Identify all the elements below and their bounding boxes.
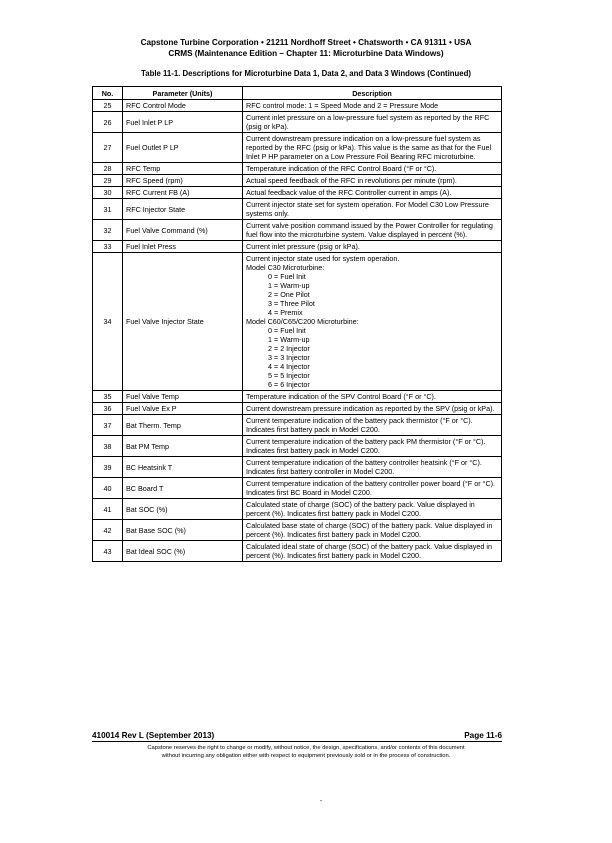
description-line: Current temperature indication of the battery pack thermistor (°F or °C). Indicates first battery pack in Model C200. (246, 416, 473, 434)
injector-state-item: 2 = One Pilot (268, 290, 310, 299)
injector-state-item: 0 = Fuel Init (268, 272, 306, 281)
scan-speck (320, 800, 322, 801)
row-description (243, 187, 502, 199)
row-parameter: Fuel Inlet Press (123, 241, 243, 253)
description-line: Temperature indication of the SPV Control Board (°F or °C). (246, 392, 436, 401)
row-number: 39 (93, 457, 123, 478)
table-row (93, 241, 502, 253)
row-number: 25 (93, 100, 123, 112)
table-title: Table 11-1. Descriptions for Microturbine Data 1, Data 2, and Data 3 Windows (Continued) (141, 69, 471, 78)
injector-state-item: 4 = Premix (268, 308, 303, 317)
descriptions-table (92, 86, 502, 562)
header-chapter: CRMS (Maintenance Edition – Chapter 11: Microturbine Data Windows) (168, 49, 444, 58)
footer-divider (92, 741, 502, 742)
row-description (243, 133, 502, 163)
injector-state-item: 3 = Three Pilot (268, 299, 315, 308)
table-row (93, 199, 502, 220)
table-row (93, 391, 502, 403)
row-description (243, 520, 502, 541)
row-description (243, 478, 502, 499)
table-body (93, 100, 502, 562)
description-line: Actual feedback value of the RFC Controller current in amps (A). (246, 188, 452, 197)
table-row (93, 403, 502, 415)
row-parameter: Bat Ideal SOC (%) (123, 541, 243, 562)
row-parameter: RFC Current FB (A) (123, 187, 243, 199)
row-description (243, 499, 502, 520)
injector-state-item: 5 = 5 Injector (268, 371, 310, 380)
description-line: Actual speed feedback of the RFC in revolutions per minute (rpm). (246, 176, 457, 185)
row-parameter: BC Board T (123, 478, 243, 499)
table-row (93, 541, 502, 562)
description-line: Current temperature indication of the battery controller heatsink (°F or °C). Indicates first battery controller in Model C200. (246, 458, 482, 476)
description-line: Current injector state used for system operation. (246, 254, 400, 263)
table-row (93, 499, 502, 520)
description-line: Current injector state set for system operation. For Model C30 Low Pressure systems only. (246, 200, 489, 218)
table-header-row (93, 87, 502, 100)
row-number: 40 (93, 478, 123, 499)
row-parameter: Bat Base SOC (%) (123, 520, 243, 541)
row-description (243, 163, 502, 175)
table-row (93, 175, 502, 187)
injector-state-item: 2 = 2 Injector (268, 344, 310, 353)
row-description (243, 457, 502, 478)
header-address: Capstone Turbine Corporation • 21211 Nordhoff Street • Chatsworth • CA 91311 • USA (140, 38, 472, 47)
row-parameter: Fuel Valve Temp (123, 391, 243, 403)
row-description (243, 253, 502, 391)
table-row (93, 187, 502, 199)
row-parameter: Bat Therm. Temp (123, 415, 243, 436)
row-description (243, 112, 502, 133)
description-line: Current inlet pressure (psig or kPa). (246, 242, 360, 251)
description-line: Calculated ideal state of charge (SOC) of the battery pack. Value displayed in percent (%). Indicates first battery pack in Model C200. (246, 542, 492, 560)
description-line: Current downstream pressure indication on a low-pressure fuel system as reported by the RFC (psig or kPa). This value is the same as that for the Fuel Inlet P HP parameter on a Low Pressure Foil Bearing RFC microturbine. (246, 134, 492, 161)
row-parameter: Fuel Valve Ex P (123, 403, 243, 415)
row-parameter: Fuel Outlet P LP (123, 133, 243, 163)
row-description (243, 241, 502, 253)
injector-state-item: 3 = 3 Injector (268, 353, 310, 362)
row-number: 34 (93, 253, 123, 391)
row-number: 35 (93, 391, 123, 403)
column-header-no: No. (93, 87, 123, 100)
table-row (93, 133, 502, 163)
row-parameter: Fuel Valve Injector State (123, 253, 243, 391)
table-row (93, 457, 502, 478)
row-number: 41 (93, 499, 123, 520)
row-number: 32 (93, 220, 123, 241)
document-id: 410014 Rev L (September 2013) (92, 731, 215, 740)
description-line: Calculated state of charge (SOC) of the battery pack. Value displayed in percent (%). Indicates first battery pack in Model C200. (246, 500, 475, 518)
table-row (93, 436, 502, 457)
injector-state-item: 1 = Warm-up (268, 335, 310, 344)
table-row (93, 520, 502, 541)
description-line: Calculated base state of charge (SOC) of the battery pack. Value displayed in percent (%). Indicates first battery pack in Model C200. (246, 521, 493, 539)
row-number: 37 (93, 415, 123, 436)
row-parameter: Fuel Valve Command (%) (123, 220, 243, 241)
row-description (243, 175, 502, 187)
row-number: 30 (93, 187, 123, 199)
column-header-description: Description (243, 87, 502, 100)
injector-state-item: 1 = Warm-up (268, 281, 310, 290)
column-header-parameter: Parameter (Units) (123, 87, 243, 100)
page-header (0, 37, 612, 59)
row-number: 26 (93, 112, 123, 133)
row-parameter: RFC Temp (123, 163, 243, 175)
row-parameter: Bat SOC (%) (123, 499, 243, 520)
row-number: 42 (93, 520, 123, 541)
description-line: Current temperature indication of the battery controller power board (°F or °C). Indicates first BC Board in Model C200. (246, 479, 496, 497)
description-line: Current downstream pressure indication as reported by the SPV (psig or kPa). (246, 404, 495, 413)
row-parameter: RFC Control Mode (123, 100, 243, 112)
row-number: 27 (93, 133, 123, 163)
row-description (243, 436, 502, 457)
disclaimer-line: without incurring any obligation either with respect to equipment previously sold or in the process of construction. (161, 753, 451, 759)
row-description (243, 391, 502, 403)
row-description (243, 415, 502, 436)
table-row (93, 253, 502, 391)
injector-state-item: 0 = Fuel Init (268, 326, 306, 335)
row-number: 29 (93, 175, 123, 187)
row-number: 28 (93, 163, 123, 175)
row-parameter: RFC Speed (rpm) (123, 175, 243, 187)
injector-state-item: 6 = 6 Injector (268, 380, 310, 389)
description-line: RFC control mode: 1 = Speed Mode and 2 = Pressure Mode (246, 101, 439, 110)
row-number: 33 (93, 241, 123, 253)
row-parameter: RFC Injector State (123, 199, 243, 220)
row-description (243, 199, 502, 220)
table-row (93, 415, 502, 436)
row-description (243, 100, 502, 112)
row-parameter: BC Heatsink T (123, 457, 243, 478)
row-number: 38 (93, 436, 123, 457)
row-parameter: Bat PM Temp (123, 436, 243, 457)
row-number: 31 (93, 199, 123, 220)
row-number: 43 (93, 541, 123, 562)
description-line: Current temperature indication of the battery pack PM thermistor (°F or °C). Indicates first battery pack in Model C200. (246, 437, 486, 455)
table-row (93, 112, 502, 133)
row-description (243, 220, 502, 241)
description-line: Model C60/C65/C200 Microturbine: (246, 317, 359, 326)
row-description (243, 403, 502, 415)
disclaimer (80, 744, 532, 760)
description-line: Model C30 Microturbine: (246, 263, 325, 272)
table-row (93, 100, 502, 112)
row-description (243, 541, 502, 562)
injector-state-item: 4 = 4 Injector (268, 362, 310, 371)
description-line: Current valve position command issued by the Power Controller for regulating fuel flow into the microturbine system. Value displayed in percent (%). (246, 221, 493, 239)
row-number: 36 (93, 403, 123, 415)
page-number: Page 11-6 (464, 731, 502, 740)
disclaimer-line: Capstone reserves the right to change or modify, without notice, the design, specifications, and/or contents of this document (147, 745, 465, 751)
table-row (93, 163, 502, 175)
row-parameter: Fuel Inlet P LP (123, 112, 243, 133)
description-line: Temperature indication of the RFC Control Board (°F or °C). (246, 164, 437, 173)
description-line: Current inlet pressure on a low-pressure fuel system as reported by the RFC (psig or kPa). (246, 113, 490, 131)
table-row (93, 478, 502, 499)
table-row (93, 220, 502, 241)
